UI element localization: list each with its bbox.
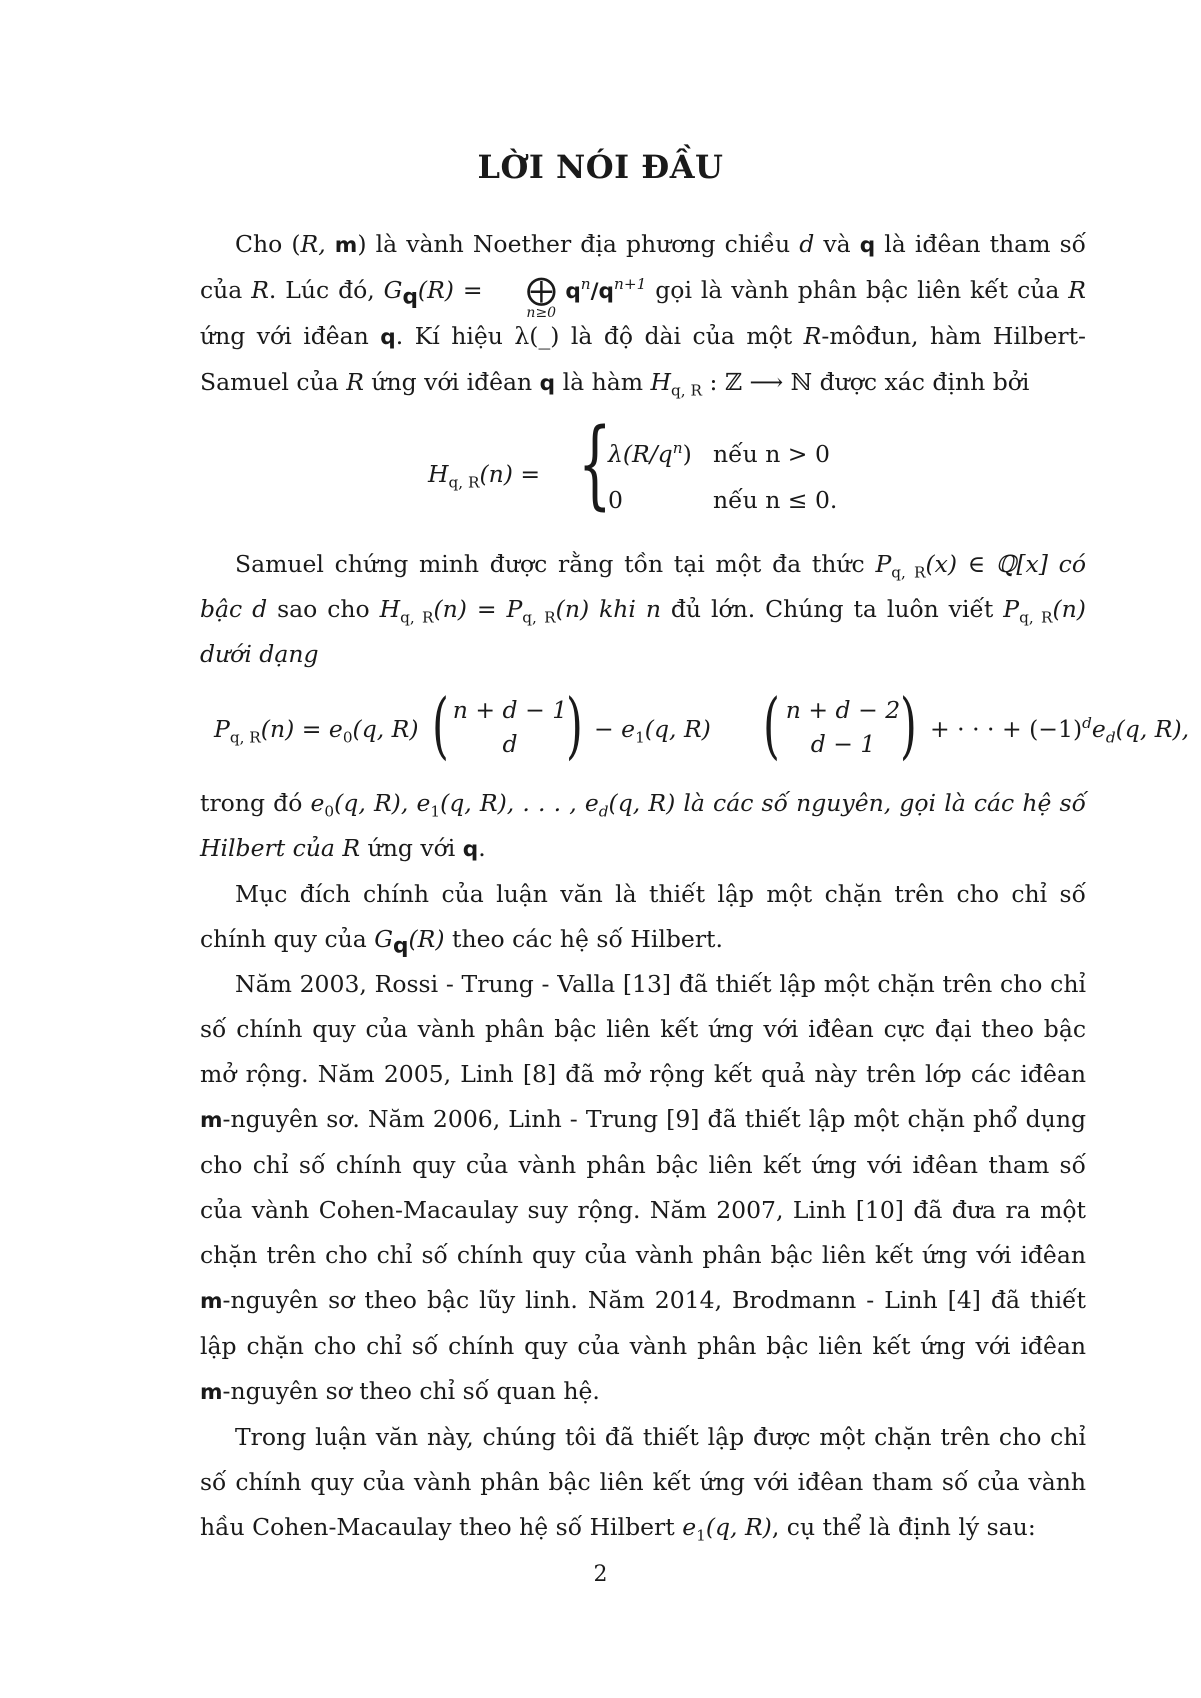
page-number: 2 [593,1562,608,1587]
paragraph-hilbert-coefficients: trong đó $e_0(q$, R), $e_1(q$, R), . . . , $e_d(q$, R) là các số nguyên, gọi là các hệ số Hilbert của R ứng với q. [200,789,1086,862]
left-brace: { [578,408,612,520]
paragraph-purpose: Mục đích chính của luận văn là thiết lập một chặn trên cho chỉ số chính quy của $G_q(R)$ theo các hệ số Hilbert. [200,880,1086,959]
paragraph-intro: Cho (R, m) là vành Noether địa phương chiều d và q là iđêan tham số của R. Lúc đó, $G_q(R)$ = ⨁ n≥0 $q^n/q^{n+1}$ gọi là vành phân bậc liên kết của R ứng với iđêan q. Kí hiệu λ(_) là độ dài của một R-môđun, hàm Hilbert-Samuel của R ứng với iđêan q là hàm $H_{q, R}$ : ℤ ⟶ ℕ được xác định bởi [200,230,1087,400]
binomial-2: n + d − 2 d − 1 [785,696,901,758]
page-body [200,222,1190,1550]
paragraph-history: Năm 2003, Rossi - Trung - Valla [13] đã thiết lập một chặn trên cho chỉ số chính quy của vành phân bậc liên kết ứng với iđêan cực đại theo bậc mở rộng. Năm 2005, Linh [8] đã mở rộng kết quả này trên lớp các iđêan m-nguyên sơ. Năm 2006, Linh - Trung [9] đã thiết lập một chặn phổ dụng cho chỉ số chính quy của vành phân bậc liên kết ứng với iđêan tham số của vành Cohen-Macaulay suy rộng. Năm 2007, Linh [10] đã đưa ra một chặn trên cho chỉ số chính quy của vành phân bậc liên kết ứng với iđêan m-nguyên sơ theo bậc lũy linh. Năm 2014, Brodmann - Linh [4] đã thiết lập chặn cho chỉ số chính quy của vành phân bậc liên kết ứng với iđêan m-nguyên sơ theo chỉ số quan hệ. [200,970,1086,1405]
direct-sum-operator: ⨁ n≥0 [526,272,557,321]
hilbert-samuel-function-equation: $H_{q, R}(n)$ = { $\lambda(R/q^n)$ nếu n > 0 0 nếu n ≤ 0. [428,408,838,520]
binomial-1: n + d − 1 d [452,696,568,758]
paragraph-samuel: Samuel chứng minh được rằng tồn tại một đa thức $P_{q, R}(x)$ ∈ ℚ[x] có bậc d sao cho $H_{q, R}(n) = P_{q, R}(n)$ khi n đủ lớn. Chúng ta luôn viết $P_{q, R}(n)$ dưới dạng [200,550,1086,668]
page-title: LỜI NÓI ĐẦU [477,148,724,186]
paragraph-contribution: Trong luận văn này, chúng tôi đã thiết lập được một chặn trên cho chỉ số chính quy của vành phân bậc liên kết ứng với iđêan tham số của vành hầu Cohen-Macaulay theo hệ số Hilbert $e_1(q$, R), cụ thể là định lý sau: [200,1423,1086,1545]
hilbert-polynomial-equation: $P_{q, R}(n) = e_0(q$, R) ( n + d − 1 d ) − $e_1(q$, R) ( n + d − 2 d − 1 ) + · · · + $(-1)^de_d(q$, R), [214,683,1190,767]
